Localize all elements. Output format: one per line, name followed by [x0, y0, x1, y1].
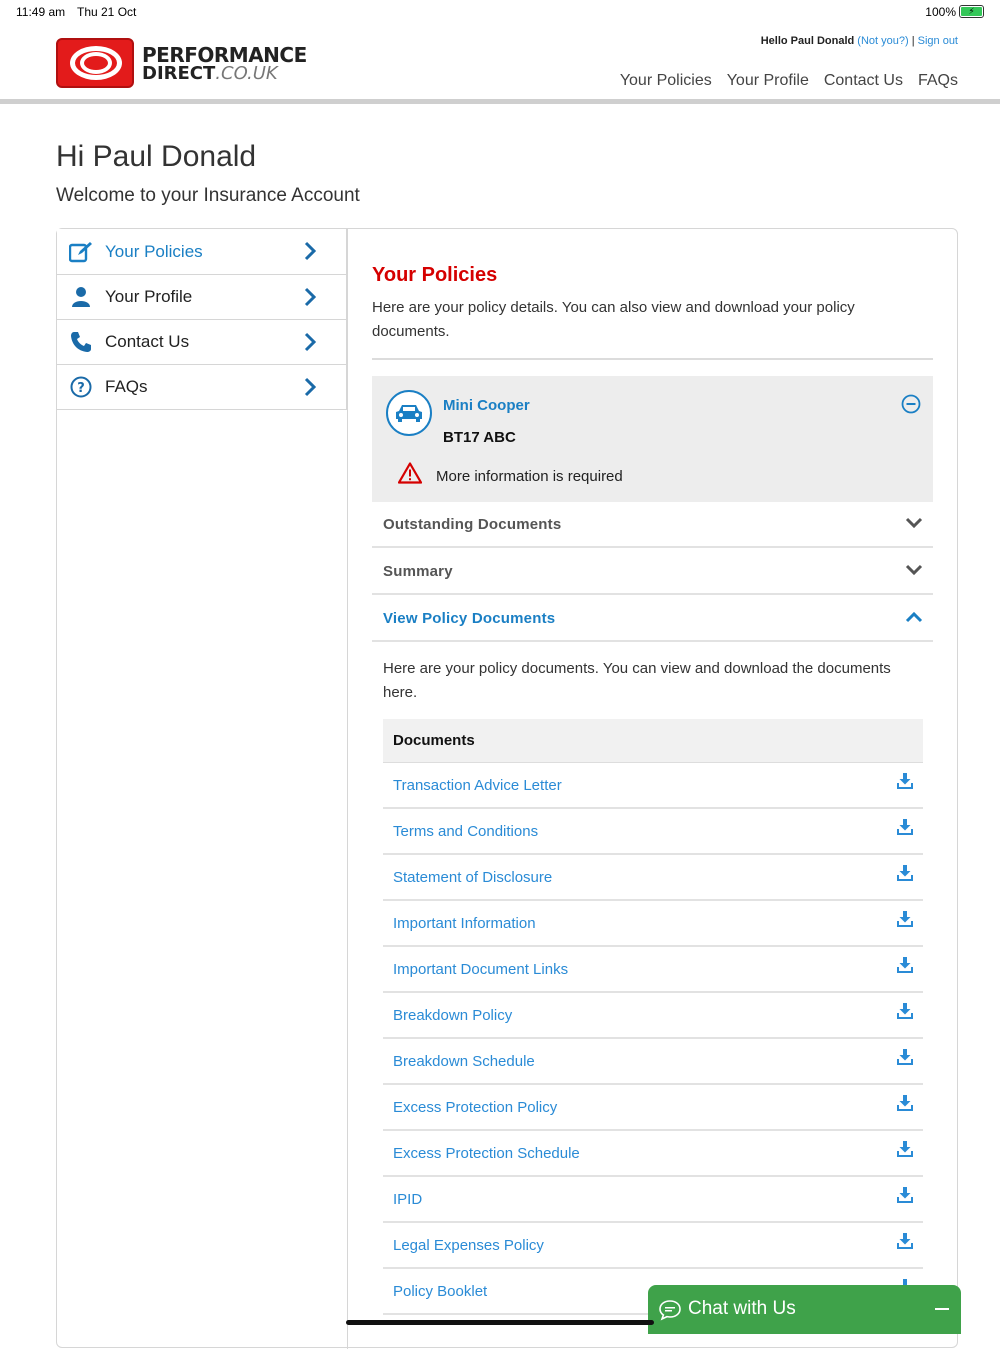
document-link[interactable]: Terms and Conditions	[393, 822, 539, 840]
download-icon[interactable]	[897, 819, 913, 839]
document-row[interactable]	[383, 901, 923, 947]
status-time: 11:49 am	[16, 5, 66, 19]
chevron-down-icon	[905, 516, 923, 534]
question-icon	[57, 376, 105, 398]
status-bar	[0, 0, 1000, 24]
accordion-summary[interactable]	[372, 549, 933, 595]
document-row[interactable]	[383, 763, 923, 809]
document-link[interactable]: Breakdown Policy	[393, 1006, 513, 1024]
policy-car-name[interactable]: Mini Cooper	[443, 397, 530, 414]
page-subtitle: Welcome to your Insurance Account	[56, 185, 360, 206]
document-link[interactable]: Excess Protection Policy	[393, 1098, 558, 1116]
documents-table	[383, 719, 923, 1315]
logo-word-1: PERFORMANCE	[142, 43, 307, 67]
chat-bubble-icon	[658, 1299, 682, 1326]
document-row[interactable]	[383, 1085, 923, 1131]
site-header	[0, 24, 1000, 104]
section-title: Your Policies	[372, 264, 498, 286]
minimize-icon[interactable]	[935, 1308, 949, 1310]
panel-divider	[347, 229, 348, 1349]
document-link[interactable]: Transaction Advice Letter	[393, 776, 562, 794]
document-row[interactable]	[383, 1039, 923, 1085]
warning-icon	[398, 462, 422, 489]
logo-word-2: DIRECT.CO.UK	[142, 63, 278, 84]
chat-label: Chat with Us	[688, 1298, 796, 1319]
document-link[interactable]: Breakdown Schedule	[393, 1052, 535, 1070]
document-link[interactable]: Legal Expenses Policy	[393, 1236, 544, 1254]
sidebar-item-contact-us[interactable]	[57, 319, 347, 365]
documents-description: Here are your policy documents. You can view and download the documents here.	[383, 660, 891, 701]
sign-out-link[interactable]: Sign out	[917, 35, 958, 47]
logo[interactable]	[56, 38, 307, 90]
sidebar-item-label: Contact Us	[105, 332, 190, 351]
page-title: Hi Paul Donald	[56, 140, 257, 173]
download-icon[interactable]	[897, 1003, 913, 1023]
document-row[interactable]	[383, 947, 923, 993]
battery-percent: 100%	[925, 5, 956, 19]
document-row[interactable]	[383, 1223, 923, 1269]
document-link[interactable]: Important Document Links	[393, 960, 569, 978]
accordion-view-policy-documents[interactable]	[372, 596, 933, 642]
phone-icon	[57, 331, 105, 353]
sidebar-item-label: FAQs	[105, 377, 148, 396]
policy-registration: BT17 ABC	[443, 429, 516, 446]
download-icon[interactable]	[897, 1141, 913, 1161]
chevron-right-icon	[304, 241, 316, 266]
chat-widget[interactable]	[648, 1285, 961, 1334]
account-panel	[56, 228, 958, 1348]
chevron-down-icon	[905, 563, 923, 581]
document-row[interactable]	[383, 1177, 923, 1223]
document-row[interactable]	[383, 1131, 923, 1177]
sidebar-item-your-policies[interactable]	[57, 229, 347, 275]
hello-separator: |	[911, 35, 915, 47]
download-icon[interactable]	[897, 1095, 913, 1115]
chevron-right-icon	[304, 377, 316, 402]
nav-your-policies[interactable]: Your Policies	[619, 72, 712, 89]
car-icon	[386, 390, 432, 436]
nav-your-profile[interactable]: Your Profile	[726, 72, 809, 89]
download-icon[interactable]	[897, 865, 913, 885]
user-greeting	[761, 35, 958, 47]
sidebar-item-your-profile[interactable]	[57, 274, 347, 320]
document-row[interactable]	[383, 855, 923, 901]
nav-contact-us[interactable]: Contact Us	[823, 72, 903, 89]
document-link[interactable]: IPID	[393, 1190, 423, 1208]
chevron-up-icon	[905, 610, 923, 628]
top-nav	[620, 72, 958, 90]
section-description: Here are your policy details. You can also view and download your policy documents.	[372, 299, 855, 340]
document-link[interactable]: Important Information	[393, 914, 536, 932]
document-row[interactable]	[383, 809, 923, 855]
download-icon[interactable]	[897, 1233, 913, 1253]
sidebar-item-label: Your Policies	[105, 241, 203, 261]
collapse-icon[interactable]	[901, 394, 921, 419]
status-date: Thu 21 Oct	[77, 5, 137, 19]
hello-user: Hello Paul Donald	[760, 35, 855, 47]
not-you-link[interactable]: (Not you?)	[857, 35, 909, 47]
download-icon[interactable]	[897, 957, 913, 977]
chevron-right-icon	[304, 287, 316, 312]
download-icon[interactable]	[897, 773, 913, 793]
document-link[interactable]: Excess Protection Schedule	[393, 1144, 580, 1162]
logo-mark-icon	[56, 38, 134, 88]
download-icon[interactable]	[897, 1049, 913, 1069]
battery-icon: ⚡	[959, 5, 984, 18]
svg-text:?: ?	[77, 381, 85, 396]
accordion-outstanding-documents[interactable]	[372, 502, 933, 548]
accordion-title: Summary	[383, 563, 453, 580]
section-divider	[372, 358, 933, 360]
accordion-title: View Policy Documents	[383, 610, 556, 627]
accordion-title: Outstanding Documents	[383, 516, 562, 533]
policy-card	[372, 376, 933, 502]
document-link[interactable]: Policy Booklet	[393, 1282, 488, 1300]
sidebar	[57, 229, 347, 410]
documents-header: Documents	[383, 719, 923, 763]
user-icon	[57, 286, 105, 308]
warning-message: More information is required	[436, 468, 623, 485]
chevron-right-icon	[304, 332, 316, 357]
sidebar-item-faqs[interactable]	[57, 364, 347, 410]
download-icon[interactable]	[897, 1187, 913, 1207]
home-indicator	[346, 1320, 654, 1325]
sidebar-item-label: Your Profile	[105, 287, 193, 306]
document-row[interactable]	[383, 993, 923, 1039]
edit-icon	[57, 241, 105, 263]
nav-faqs[interactable]: FAQs	[917, 72, 958, 89]
download-icon[interactable]	[897, 911, 913, 931]
document-link[interactable]: Statement of Disclosure	[393, 868, 553, 886]
